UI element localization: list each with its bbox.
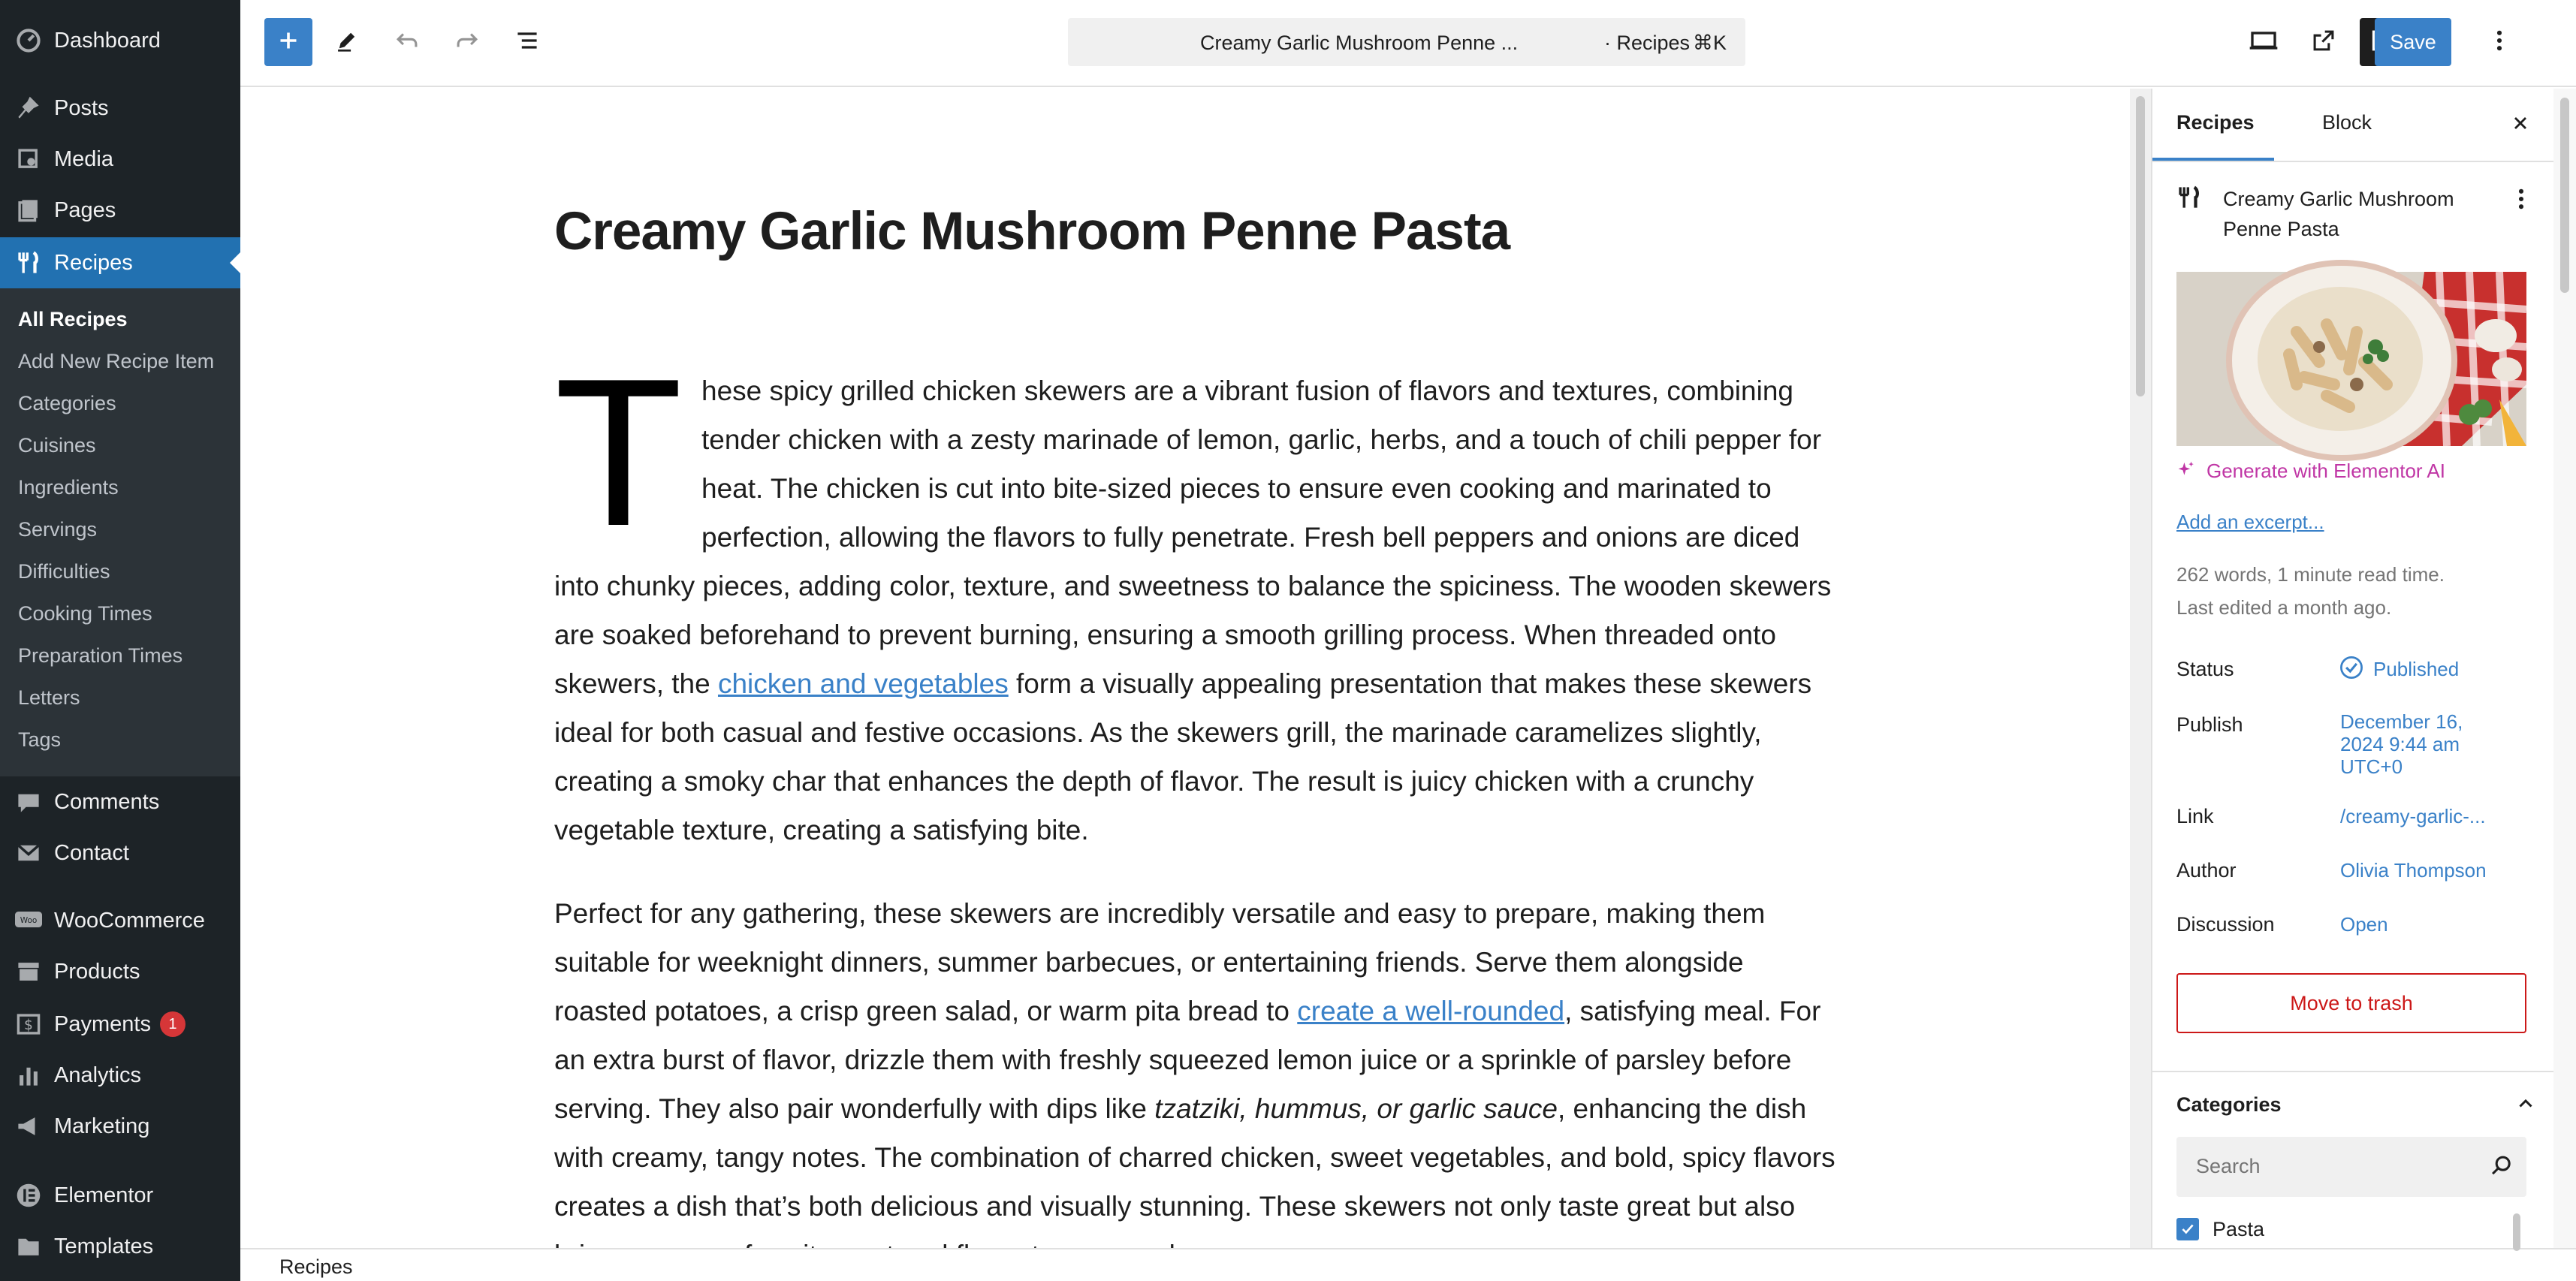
publish-date-line[interactable]: December 16, (2340, 710, 2463, 733)
breadcrumb-item[interactable]: Recipes (279, 1255, 353, 1278)
paragraph-block-2[interactable] (554, 889, 1835, 1279)
text-span: form a visually appealing presentation that makes these skewers (1008, 668, 1812, 699)
view-post-button[interactable] (2300, 18, 2348, 66)
menu-item-payments[interactable] (0, 999, 240, 1050)
text-span: skewers, the (554, 668, 718, 699)
add-excerpt-link[interactable]: Add an excerpt... (2176, 511, 2324, 533)
fork-knife-icon (11, 250, 47, 276)
menu-label: Media (54, 146, 113, 171)
pencil-icon (334, 28, 360, 57)
menu-label: Elementor (54, 1183, 154, 1207)
submenu-preparation-times[interactable]: Preparation Times (18, 644, 183, 667)
menu-item-comments[interactable] (0, 776, 240, 827)
menu-item-contact[interactable] (0, 827, 240, 879)
tools-button[interactable] (323, 18, 371, 66)
elementor-icon (11, 1183, 47, 1208)
sidebar-scrollbar[interactable] (2553, 89, 2576, 1248)
publish-date-line[interactable]: UTC+0 (2340, 755, 2403, 778)
list-view-icon (514, 27, 541, 58)
menu-label: Recipes (54, 250, 133, 275)
scrollbar-thumb[interactable] (2560, 98, 2569, 293)
post-type-label: · Recipes (1604, 32, 1691, 54)
menu-item-media[interactable] (0, 134, 240, 185)
submenu-ingredients[interactable]: Ingredients (18, 476, 119, 499)
text-line: vegetable texture, creating a satisfying bite. (554, 815, 1089, 845)
post-actions-button[interactable] (2517, 186, 2525, 217)
undo-button[interactable] (383, 18, 431, 66)
media-icon (11, 146, 47, 172)
menu-label: Dashboard (54, 28, 161, 53)
menu-item-posts[interactable] (0, 83, 240, 134)
svg-text:Woo: Woo (20, 916, 38, 925)
tab-recipes[interactable]: Recipes (2176, 111, 2255, 134)
text-line: creates a dish that’s both delicious and visually stunning. These skewers not only taste great but also (554, 1191, 1796, 1222)
post-title[interactable]: Creamy Garlic Mushroom Penne Pasta (554, 202, 1510, 261)
woo-icon (11, 911, 47, 930)
menu-item-templates[interactable] (0, 1221, 240, 1272)
close-icon (2510, 116, 2531, 138)
tab-block[interactable]: Block (2322, 111, 2372, 134)
desktop-icon (2249, 28, 2279, 57)
menu-label: Payments (54, 1011, 151, 1036)
megaphone-icon (11, 1114, 47, 1139)
publish-date-line[interactable]: 2024 9:44 am (2340, 733, 2460, 755)
more-vertical-icon (2517, 194, 2525, 216)
add-block-button[interactable] (264, 18, 312, 66)
submenu-tags[interactable]: Tags (18, 728, 62, 751)
chicken-vegetables-link[interactable]: chicken and vegetables (717, 668, 1009, 699)
admin-menu (0, 0, 240, 1281)
command-center[interactable] (1068, 18, 1745, 66)
plus-icon (277, 29, 300, 56)
menu-label: Marketing (54, 1114, 150, 1138)
editor-canvas[interactable] (240, 89, 2130, 1248)
text-line: with creamy, tangy notes. The combination of charred chicken, sweet vegetables, and bold, spicy flavors (554, 1142, 1835, 1173)
menu-label: Analytics (54, 1062, 142, 1087)
published-check-icon (2339, 655, 2364, 686)
more-vertical-icon (2496, 28, 2503, 57)
author-label: Author (2176, 859, 2237, 882)
text-line: are soaked beforehand to prevent burning, ensuring a smooth grilling process. When threaded onto (554, 619, 1776, 650)
author-value[interactable]: Olivia Thompson (2340, 859, 2487, 882)
submenu-letters[interactable]: Letters (18, 686, 80, 709)
text-span: roasted potatoes, a crisp green salad, or warm pita bread to (554, 996, 1298, 1026)
recipes-submenu (0, 288, 240, 776)
comment-icon (11, 789, 47, 815)
text-span: serving. They also pair wonderfully with dips like (554, 1093, 1155, 1124)
permalink-value[interactable]: /creamy-garlic-... (2340, 805, 2486, 827)
search-icon (2489, 1153, 2514, 1184)
redo-icon (454, 28, 480, 57)
settings-sidebar (2151, 89, 2553, 1248)
publish-label: Publish (2176, 713, 2243, 736)
chevron-up-icon[interactable] (2514, 1092, 2537, 1120)
submenu-servings[interactable]: Servings (18, 518, 98, 541)
sparkle-icon (2176, 460, 2196, 484)
text-span: , enhancing the dish (1557, 1093, 1807, 1124)
analytics-icon (11, 1062, 47, 1088)
status-label: Status (2176, 658, 2234, 680)
scrollbar-thumb[interactable] (2136, 96, 2145, 396)
payments-icon (11, 1011, 47, 1037)
editor-scrollbar[interactable] (2130, 89, 2151, 1248)
dips-emphasis: tzatziki, hummus, or garlic sauce (1154, 1093, 1558, 1124)
svg-text:$: $ (24, 1017, 33, 1033)
submenu-add-new[interactable]: Add New Recipe Item (18, 350, 215, 372)
menu-item-marketing[interactable] (0, 1101, 240, 1152)
category-checkbox[interactable] (2176, 1218, 2199, 1240)
post-summary-title-line: Penne Pasta (2223, 218, 2339, 240)
menu-label: Posts (54, 95, 109, 120)
well-rounded-link[interactable]: create a well-rounded (1297, 996, 1565, 1026)
document-overview-button[interactable] (503, 18, 551, 66)
document-title: Creamy Garlic Mushroom Penne ... (1200, 32, 1519, 54)
fork-knife-icon (2176, 185, 2202, 216)
external-link-icon (2311, 28, 2336, 57)
menu-item-products[interactable] (0, 946, 240, 997)
tab-divider (2152, 161, 2555, 162)
submenu-difficulties[interactable]: Difficulties (18, 560, 110, 583)
post-summary-title-line: Creamy Garlic Mushroom (2223, 188, 2454, 210)
text-line (554, 987, 1820, 1035)
redo-button[interactable] (443, 18, 491, 66)
text-line: an extra burst of flavor, drizzle them with freshly squeezed lemon juice or a sprinkle of parsley before (554, 1044, 1792, 1075)
text-line: into chunky pieces, adding color, texture, and sweetness to balance the spiciness. The wooden skewers (554, 571, 1832, 601)
categories-panel-title[interactable]: Categories (2176, 1093, 2282, 1116)
post-stats: 262 words, 1 minute read time. (2176, 563, 2445, 586)
text-line: heat. The chicken is cut into bite-sized pieces to ensure even cooking and marinated to (701, 473, 1772, 504)
archive-icon (11, 959, 47, 984)
category-label: Pasta (2213, 1218, 2265, 1240)
paragraph-block-1[interactable] (554, 336, 1832, 952)
menu-item-dashboard[interactable] (0, 15, 240, 66)
submenu-all-recipes[interactable]: All Recipes (18, 308, 128, 330)
category-list-scrollbar[interactable] (2513, 1213, 2520, 1251)
menu-item-elementor[interactable] (0, 1170, 240, 1221)
discussion-label: Discussion (2176, 913, 2275, 936)
generate-ai-button[interactable]: Generate with Elementor AI (2206, 460, 2445, 482)
dashboard-icon (11, 28, 47, 53)
block-breadcrumb-bar (240, 1248, 2576, 1281)
close-sidebar-button[interactable] (2510, 113, 2531, 139)
menu-item-analytics[interactable] (0, 1050, 240, 1101)
save-button[interactable]: Save (2375, 18, 2451, 66)
link-label: Link (2176, 805, 2214, 827)
menu-item-pages[interactable] (0, 185, 240, 236)
menu-label: WooCommerce (54, 908, 205, 933)
menu-label: Contact (54, 840, 129, 865)
menu-item-recipes[interactable] (0, 237, 240, 288)
text-line (554, 659, 1811, 708)
menu-label: Pages (54, 197, 116, 222)
options-menu-button[interactable] (2480, 18, 2519, 66)
move-to-trash-button[interactable]: Move to trash (2176, 973, 2526, 1033)
submenu-cooking-times[interactable]: Cooking Times (18, 602, 152, 625)
drop-cap: T (554, 336, 683, 570)
text-line: ideal for both casual and festive occasions. As the skewers grill, the marinade caramelizes slightly, (554, 717, 1762, 748)
payments-count-badge: 1 (160, 1011, 186, 1037)
search-placeholder: Search (2196, 1155, 2261, 1177)
text-line: perfection, allowing the flavors to fully penetrate. Fresh bell peppers and onions are diced (701, 522, 1800, 553)
category-search-input[interactable] (2176, 1137, 2526, 1197)
keyboard-shortcut: ⌘K (1693, 32, 1727, 54)
last-edited: Last edited a month ago. (2176, 596, 2392, 619)
folder-icon (11, 1234, 47, 1259)
menu-label: Templates (54, 1234, 154, 1258)
text-line (554, 1084, 1806, 1133)
featured-image[interactable] (2176, 272, 2526, 446)
pin-icon (11, 95, 47, 121)
discussion-value[interactable]: Open (2340, 913, 2388, 936)
preview-device-button[interactable] (2240, 18, 2288, 66)
text-line: creating a smoky char that enhances the depth of flavor. The result is juicy chicken with a crunchy (554, 766, 1754, 797)
status-value[interactable]: Published (2373, 658, 2460, 680)
submenu-cuisines[interactable]: Cuisines (18, 434, 96, 457)
menu-item-woocommerce[interactable] (0, 895, 240, 946)
text-line: hese spicy grilled chicken skewers are a vibrant fusion of flavors and textures, combining (701, 375, 1793, 406)
menu-label: Comments (54, 789, 160, 814)
pages-icon (11, 197, 47, 223)
text-line: Perfect for any gathering, these skewers are incredibly versatile and easy to prepare, making them (554, 898, 1766, 929)
text-line: suitable for weeknight dinners, summer barbecues, or entertaining friends. Serve them alongside (554, 947, 1744, 978)
text-line: tender chicken with a zesty marinade of lemon, garlic, herbs, and a touch of chili pepper for (701, 424, 1822, 455)
undo-icon (394, 28, 420, 57)
submenu-categories[interactable]: Categories (18, 392, 116, 414)
menu-label: Products (54, 959, 140, 984)
editor-toolbar (240, 0, 2576, 87)
text-span: , satisfying meal. For (1564, 996, 1821, 1026)
panel-divider (2152, 1071, 2555, 1072)
mail-icon (11, 840, 47, 866)
